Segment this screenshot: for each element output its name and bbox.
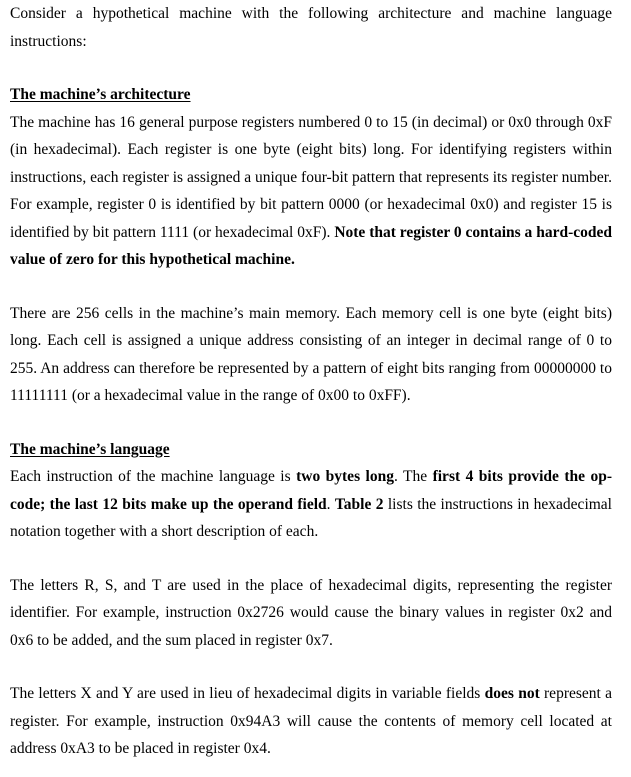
architecture-paragraph-memory: There are 256 cells in the machine’s main memory. Each memory cell is one byte (eight bits) long. Each cell is assigned a unique address consisting of an integer in decimal range of 0 to 255. An address can therefore be represented by a pattern of eight bits ranging from 00000000 to 11111111 (or a hexadecimal value in the range of 0x00 to 0xFF). bbox=[10, 304, 612, 404]
architecture-paragraph-registers bbox=[10, 109, 612, 274]
opcode-operand-bold: first 4 bits provide the op-code; the last 12 bits make up the operand field bbox=[10, 468, 612, 513]
language-paragraph-format: Each instruction of the machine language is two bytes long. The first 4 bits provide the op-code; the last 12 bits make up the operand field. Table 2 lists the instructions in hexadecimal notation together with a short description of each. bbox=[10, 468, 612, 540]
table-reference-bold: Table 2 bbox=[334, 495, 384, 513]
instruction-length-bold: two bytes long bbox=[296, 468, 394, 485]
document-page bbox=[10, 0, 612, 763]
language-paragraph-xy: The letters X and Y are used in lieu of hexadecimal digits in variable fields does not represent a register. For example, instruction 0x94A3 will cause the contents of memory cell located at address 0xA3 to be placed in register 0x4. bbox=[10, 685, 612, 757]
register-zero-note: Note that register 0 contains a hard-coded value of zero for this hypothetical machine. bbox=[10, 223, 612, 268]
intro-paragraph: Consider a hypothetical machine with the following architecture and machine language instructions: bbox=[10, 5, 612, 50]
does-not-bold: does not bbox=[484, 685, 540, 702]
architecture-registers-text: The machine has 16 general purpose registers numbered 0 to 15 (in decimal) or 0x0 through 0xF (in hexadecimal). Each register is one byte (eight bits) long. For identifying registers within instructions, each register is assigned a unique four-bit pattern that represents its register number. For example, register 0 is identified by bit pattern 0000 (or hexadecimal 0x0) and register 15 is identified by bit pattern 1111 (or hexadecimal 0xF). bbox=[10, 113, 612, 241]
architecture-heading: The machine’s architecture bbox=[10, 86, 191, 103]
language-heading: The machine’s language bbox=[10, 440, 170, 458]
language-paragraph-rst: The letters R, S, and T are used in the place of hexadecimal digits, representing the register identifier. For example, instruction 0x2726 would cause the binary values in register 0x2 and 0x6 to be added, and the sum placed in register 0x7. bbox=[10, 576, 612, 649]
